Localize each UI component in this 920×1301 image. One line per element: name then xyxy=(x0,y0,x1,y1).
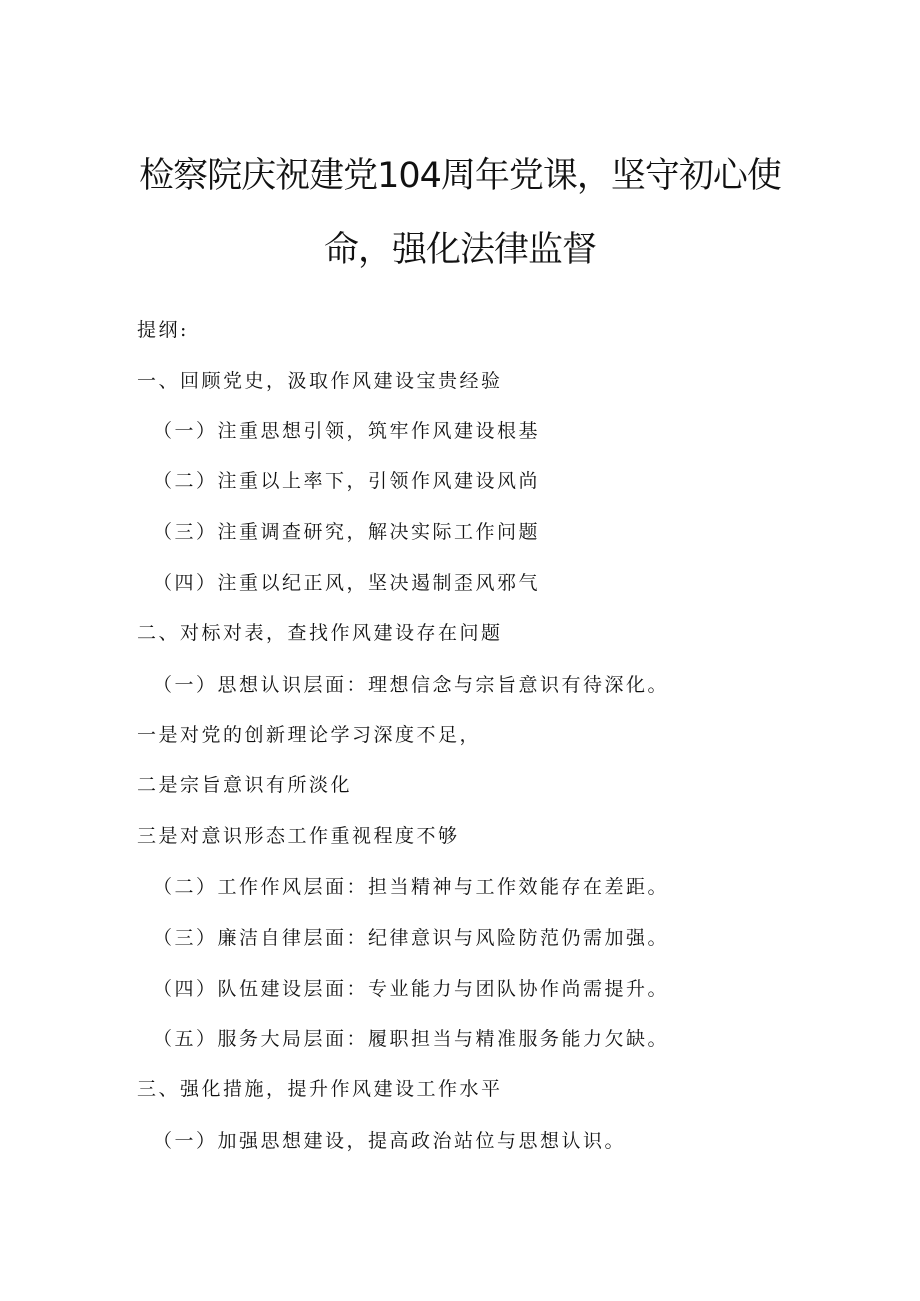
outline-item: （三）注重调查研究，解决实际工作问题 xyxy=(153,521,541,543)
outline-item: （四）注重以纪正风，坚决遏制歪风邪气 xyxy=(153,572,541,594)
outline-item: 三是对意识形态工作重视程度不够 xyxy=(137,825,460,847)
outline-heading: 提纲: xyxy=(137,319,189,341)
outline-item: 二、对标对表，查找作风建设存在问题 xyxy=(137,622,503,644)
document-title-line-2: 命，强化法律监督 xyxy=(323,230,596,270)
outline-item: （四）队伍建设层面：专业能力与团队协作尚需提升。 xyxy=(153,978,670,1000)
outline-item: （五）服务大局层面：履职担当与精准服务能力欠缺。 xyxy=(153,1028,670,1050)
outline-item: 二是宗旨意识有所淡化 xyxy=(137,774,353,796)
outline-item: （二）工作作风层面：担当精神与工作效能存在差距。 xyxy=(153,876,670,898)
outline-item: （二）注重以上率下，引领作风建设风尚 xyxy=(153,470,541,492)
outline-item: 一、回顾党史，汲取作风建设宝贵经验 xyxy=(137,370,503,392)
outline-item: 三、强化措施，提升作风建设工作水平 xyxy=(137,1078,503,1100)
outline-item: （一）思想认识层面：理想信念与宗旨意识有待深化。 xyxy=(153,674,670,696)
outline-item: 一是对党的创新理论学习深度不足， xyxy=(137,724,482,746)
outline-item: （一）加强思想建设，提高政治站位与思想认识。 xyxy=(153,1130,627,1152)
outline-item: （三）廉洁自律层面：纪律意识与风险防范仍需加强。 xyxy=(153,927,670,949)
document-title-line-1: 检察院庆祝建党104周年党课，坚守初心使 xyxy=(139,156,781,196)
outline-item: （一）注重思想引领，筑牢作风建设根基 xyxy=(153,420,541,442)
